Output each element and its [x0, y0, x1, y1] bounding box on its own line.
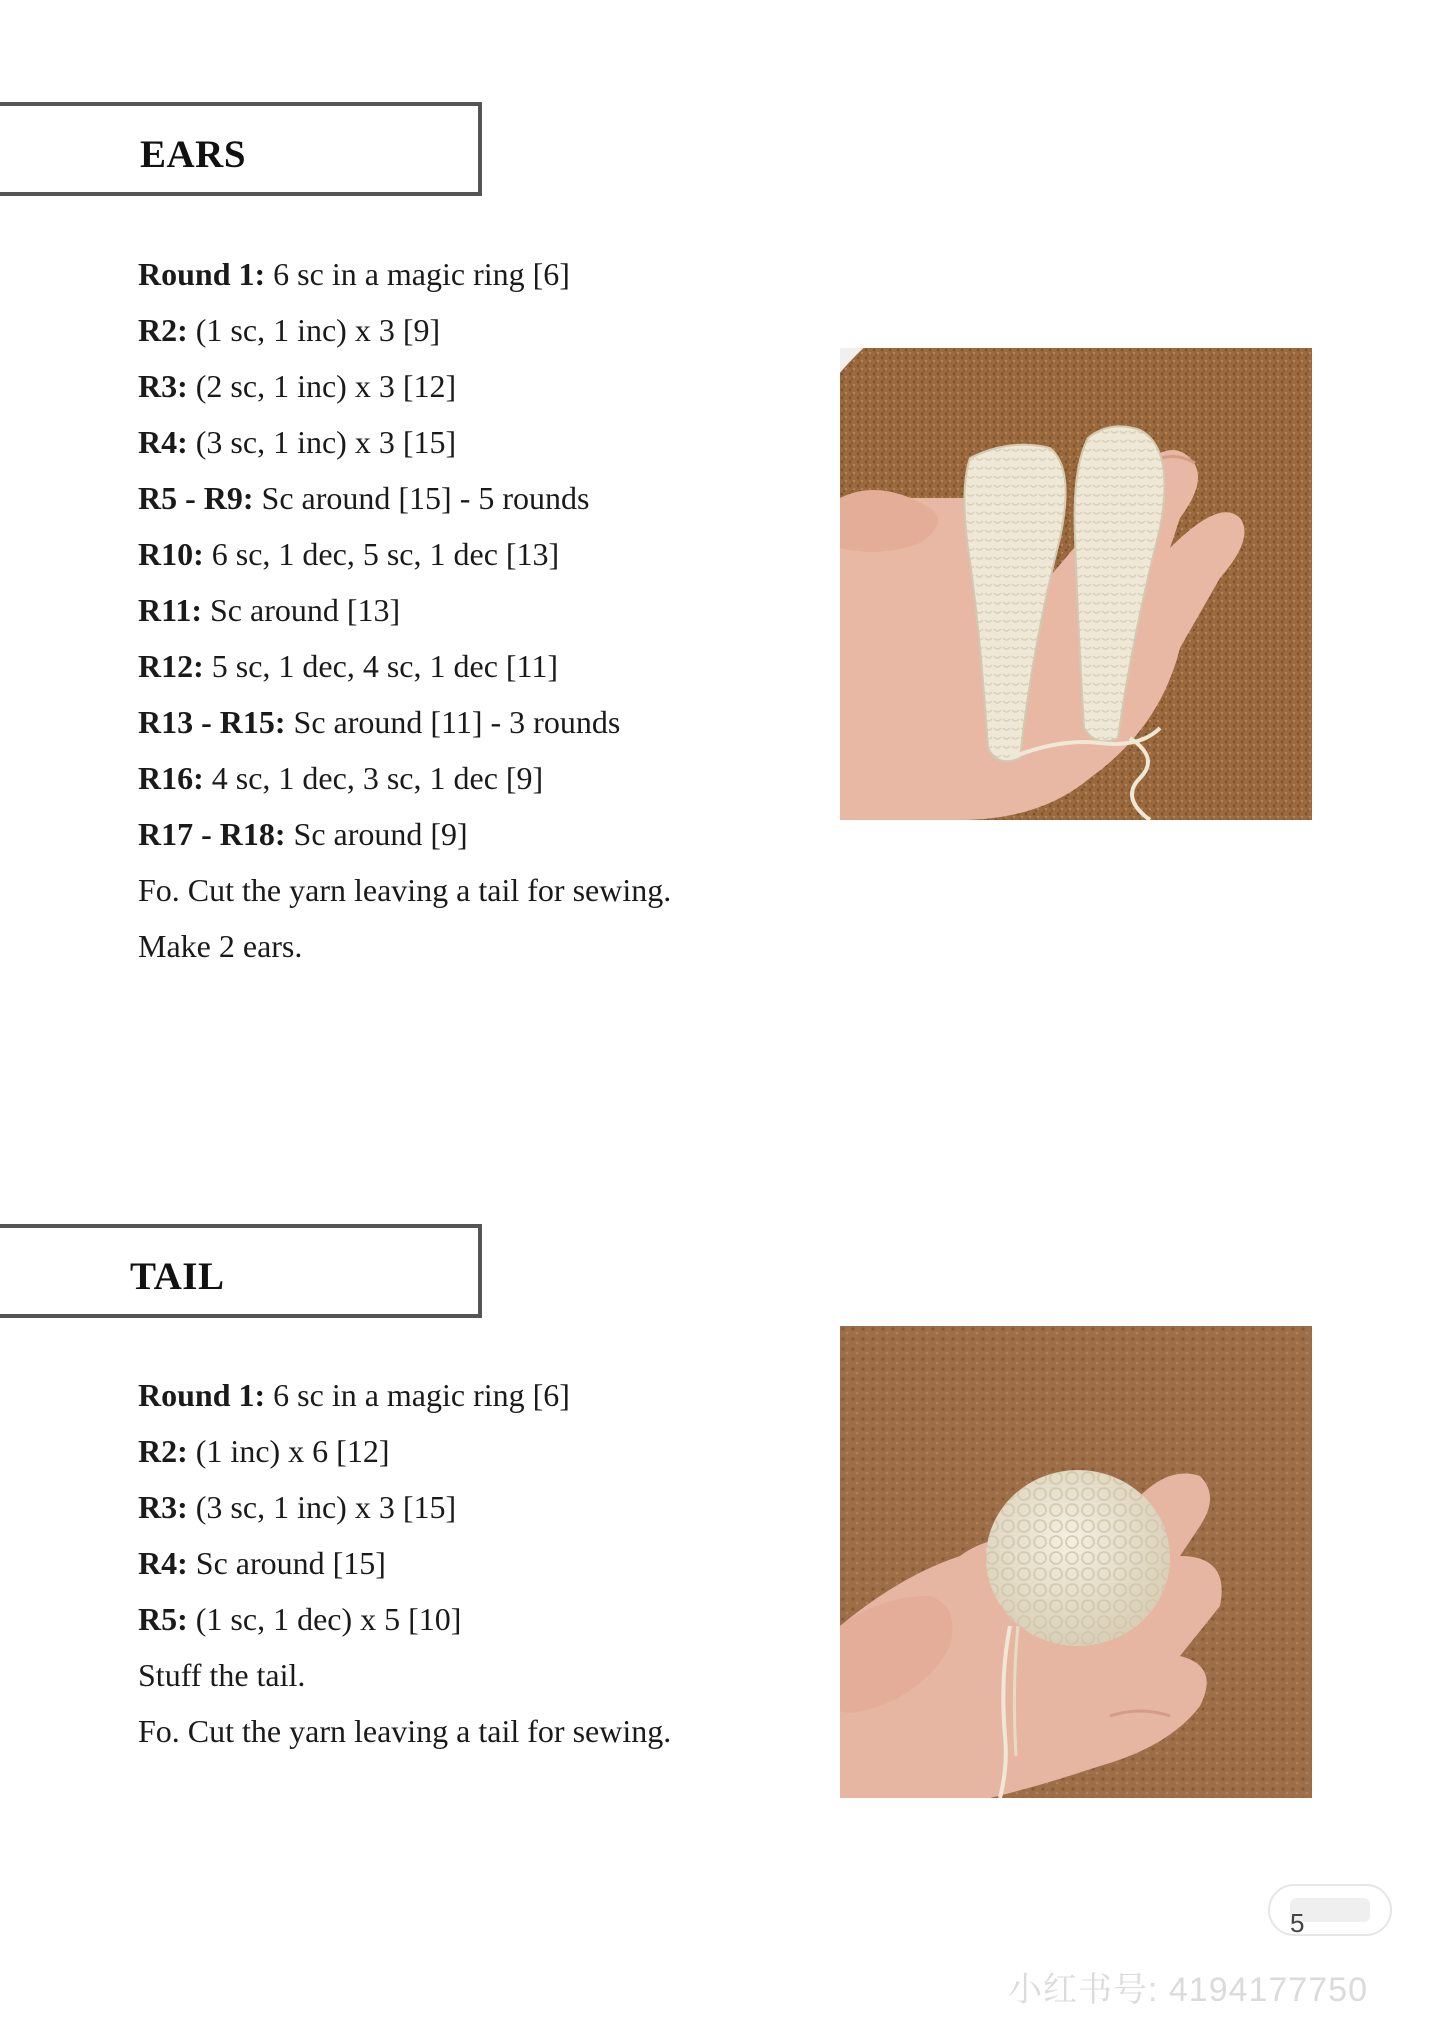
- tail-heading: TAIL: [130, 1255, 225, 1298]
- tail-round-2: R2: (1 inc) x 6 [12]: [138, 1433, 390, 1469]
- ears-photo: [840, 348, 1312, 820]
- tail-photo: [840, 1326, 1312, 1798]
- ears-round-3: R3: (2 sc, 1 inc) x 3 [12]: [138, 368, 457, 404]
- watermark-id: 小红书号: 4194177750: [1008, 1971, 1368, 2009]
- watermark-logo: [1268, 1884, 1392, 1936]
- tail-round-4: R4: Sc around [15]: [138, 1545, 386, 1581]
- ears-round-17-18: R17 - R18: Sc around [9]: [138, 816, 468, 852]
- page-number: 5: [1290, 1908, 1305, 1938]
- ears-round-12: R12: 5 sc, 1 dec, 4 sc, 1 dec [11]: [138, 648, 559, 684]
- tail-instruction-stuff: Stuff the tail.: [138, 1657, 306, 1693]
- ears-instruction-fo: Fo. Cut the yarn leaving a tail for sewing.: [138, 872, 672, 908]
- ears-pattern-list: [138, 246, 671, 974]
- ears-round-10: R10: 6 sc, 1 dec, 5 sc, 1 dec [13]: [138, 536, 560, 572]
- ears-heading: EARS: [140, 133, 247, 176]
- ears-round-16: R16: 4 sc, 1 dec, 3 sc, 1 dec [9]: [138, 760, 544, 796]
- ears-round-13-15: R13 - R15: Sc around [11] - 3 rounds: [138, 704, 621, 740]
- tail-round-5: R5: (1 sc, 1 dec) x 5 [10]: [138, 1601, 462, 1637]
- tail-round-1: Round 1: 6 sc in a magic ring [6]: [138, 1377, 570, 1413]
- tail-round-3: R3: (3 sc, 1 inc) x 3 [15]: [138, 1489, 457, 1525]
- ears-instruction-make: Make 2 ears.: [138, 928, 303, 964]
- tail-pattern-list: [138, 1367, 671, 1759]
- tail-instruction-fo: Fo. Cut the yarn leaving a tail for sewing.: [138, 1713, 672, 1749]
- ears-round-2: R2: (1 sc, 1 inc) x 3 [9]: [138, 312, 441, 348]
- ears-round-11: R11: Sc around [13]: [138, 592, 401, 628]
- ears-round-5-9: R5 - R9: Sc around [15] - 5 rounds: [138, 480, 590, 516]
- ears-round-4: R4: (3 sc, 1 inc) x 3 [15]: [138, 424, 457, 460]
- tail-heading-box: [0, 1224, 482, 1318]
- ears-round-1: Round 1: 6 sc in a magic ring [6]: [138, 256, 570, 292]
